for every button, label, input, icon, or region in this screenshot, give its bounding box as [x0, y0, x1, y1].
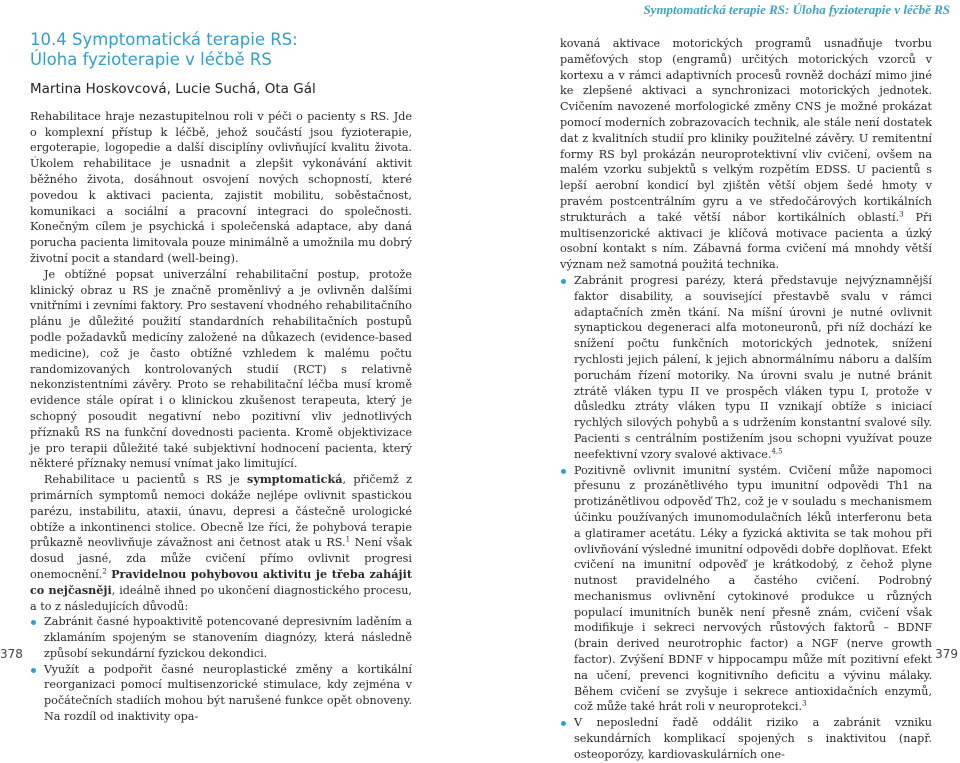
bold-start-early: Pravidelnou pohybovou aktivitu je třeba zahájit co nejčasněji — [30, 566, 412, 597]
list-item: Zabránit progresi parézy, která představuje nejvýznamnější faktor disability, a související přestavbě svalu v rámci adaptačních změn tkání. Na míšní úrovni je nutné ovlivnit synaptickou degeneraci alfa motoneuronů, při níž dochází ke snížení počtu funkčních motorických jednotek, snížení rychlosti jejich pálení, k jejich abnormálnímu náboru a dalším poruchám řízení motoriky. Na úrovni svalu je nutné bránit ztrátě vláken typu II ve prospěch vláken typu I, protože v důsledku ztráty vláken typu II vznikají obtíže s iniciací rychlých silových pohybů a s udržením konstantní svalové síly. Pacienti s centrálním postižením jsou schopni využívat pouze neefektivní vzory svalové aktivace.$^{4,5}$ — [560, 273, 932, 463]
list-item: Zabránit časné hypoaktivitě potencované depresivním laděním a zklamáním spojeným se stanovením diagnózy, která následně způsobí sekundární fyzickou dekondici. — [30, 614, 412, 661]
paragraph-evidence: Je obtížné popsat univerzální rehabilitační postup, protože klinický obraz u RS je značně proměnlivý a je ovlivněn dalšími vnitřními i zevními faktory. Pro sestavení vhodného rehabilitačního plánu je důležité použití standardních rehabilitačních postupů podle požadavků medicíny založené na důkazech (evidence-based medicine), což je často obtížné vzhledem k malému počtu randomizovaných kontrolovaných studií (RCT) s relativně nekonzistentními závěry. Proto se rehabilitační léčba musí kromě evidence stále opírat i o klinickou zkušenost terapeuta, který je schopný posoudit negativní nebo pozitivní vliv jednotlivých příznaků RS na funkční dovednosti pacienta. Kromě objektivizace je pro terapii důležité také subjektivní hodnocení pacienta, který některé příznaky nemusí vnímat jako limitující. — [30, 267, 412, 471]
paragraph-continued: kovaná aktivace motorických programů usnadňuje tvorbu paměťových stop (engramů) určitých motorických vzorců v kortexu a v rámci adaptivních procesů rovněž dochází mimo jiné ke zlepšené aktivaci a synchronizaci motorických jednotek. Cvičením navozené morfologické změny CNS je možné prokázat pomocí moderních zobrazovacích technik, ale stále není dostatek dat z kvalitních studií pro kliniky použitelné závěry. U remitentní formy RS byl prokázán neuroprotektivní vliv cvičení, ovšem na malém vzorku subjektů s velkým rozpětím EDSS. U pacientů s lepší aerobní kondicí byl zjištěn větší objem šedé hmoty v pravém postcentrálním gyru a ve středočárových kortikálních strukturách a také větší nábor kortikálních oblastí.$^3$ Při multisenzorické aktivaci je klíčová motivace pacienta a úzký osobní kontakt s ním. Zábavná forma cvičení má mnohdy větší význam než samotná použitá technika. — [560, 37, 932, 272]
right-column — [560, 36, 932, 763]
chapter-title — [30, 30, 412, 70]
list-item: V neposlední řadě oddálit riziko a zabránit vzniku sekundárních komplikací spojených s inaktivitou (např. osteoporózy, kardiovaskulárních one- — [560, 715, 932, 762]
citation: 1 — [345, 535, 351, 544]
reasons-list-right — [560, 273, 932, 763]
citation: 2 — [102, 567, 107, 576]
paragraph-symptomatic: Rehabilitace u pacientů s RS je symptomatická, přičemž z primárních symptomů nemoci dokáže nejlépe ovlivnit spastickou parézu, instabilitu, ataxii, únavu, depresi a částečně urologické obtíže a inkontinenci stolice. Obecně lze říci, že pohybová terapie průkazně neovlivňuje závažnost ani četnost atak u RS.$^1$ Není však dosud jasné, zda může cvičení přímo ovlivnit progresi onemocnění.$^2$ Pravidelnou pohybovou aktivitu je třeba zahájit co nejčasněji, ideálně ihned po ukončení diagnostického procesu, a to z následujících důvodů: — [30, 472, 412, 613]
bold-symptomatic: symptomatická — [247, 472, 343, 487]
chapter-authors: Martina Hoskovcová, Lucie Suchá, Ota Gál — [30, 81, 316, 97]
citation: 3 — [899, 210, 904, 219]
page-number-left: 378 — [0, 647, 23, 661]
reasons-list-left — [30, 614, 412, 725]
page-number-right: 379 — [935, 647, 958, 661]
list-item: Využít a podpořit časné neuroplastické změny a kortikální reorganizaci pomocí multisenzorické stimulace, kdy zejména v počátečních stadiích mohou být narušené funkce opět obnoveny. Na rozdíl od inaktivity opa- — [30, 662, 412, 725]
list-item: Pozitivně ovlivnit imunitní systém. Cvičení může napomoci přesunu z prozánětlivého typu imunitní odpovědi Th1 na protizánětlivou odpověď Th2, což je v souladu s mechanismem účinku používaných imunomodulačních léků interferonu beta a glatiramer acetátu. Léky a fyzická aktivita se tak mohou při ovlivňování výsledné imunitní odpovědi dobře doplňovat. Efekt cvičení na imunitní odpověď je krátkodobý, z čehož plyne nutnost pravidelného a častého cvičení. Podrobný mechanismus ovlivnění cytokinové produkce u různých populací imunitních buněk není přesně znám, cvičení však modifikuje i sekreci nervových růstových faktorů – BDNF (brain derived neurotrophic factor) a NGF (nerve growth factor). Zvýšení BDNF v hippocampu může mít pozitivní efekt na učení, prevenci kognitivního deficitu a vývinu málaky. Během cvičení se zvyšuje i sekrece antioxidačních enzymů, což může také hrát roli v neuroprotekci.$^3$ — [560, 463, 932, 716]
paragraph-intro: Rehabilitace hraje nezastupitelnou roli v péči o pacienty s RS. Jde o komplexní přístup k léčbě, jehož součástí jsou fyzioterapie, ergoterapie, logopedie a další disciplíny ovlivňující kvalitu života. Úkolem rehabilitace je usnadnit a zlepšit vykonávání aktivit běžného života, dosáhnout osvojení nových schopností, které povedou k aktivaci pacienta, zajistit mobilitu, soběstačnost, komunikaci a sociální a pracovní integraci do společnosti. Konečným cílem je psychická i společenská adaptace, aby daná porucha pacienta limitovala pouze minimálně a umožnila mu dobrý životní pocit a standard (well-being). — [30, 109, 412, 265]
citation: 3 — [802, 699, 807, 708]
citation: 4,5 — [771, 446, 783, 455]
chapter-title-line1: 10.4 Symptomatická terapie RS: — [30, 30, 298, 49]
running-head: Symptomatická terapie RS: Úloha fyzioterapie v léčbě RS — [643, 2, 950, 17]
chapter-title-line2: Úloha fyzioterapie v léčbě RS — [30, 50, 272, 69]
left-column — [30, 30, 412, 725]
